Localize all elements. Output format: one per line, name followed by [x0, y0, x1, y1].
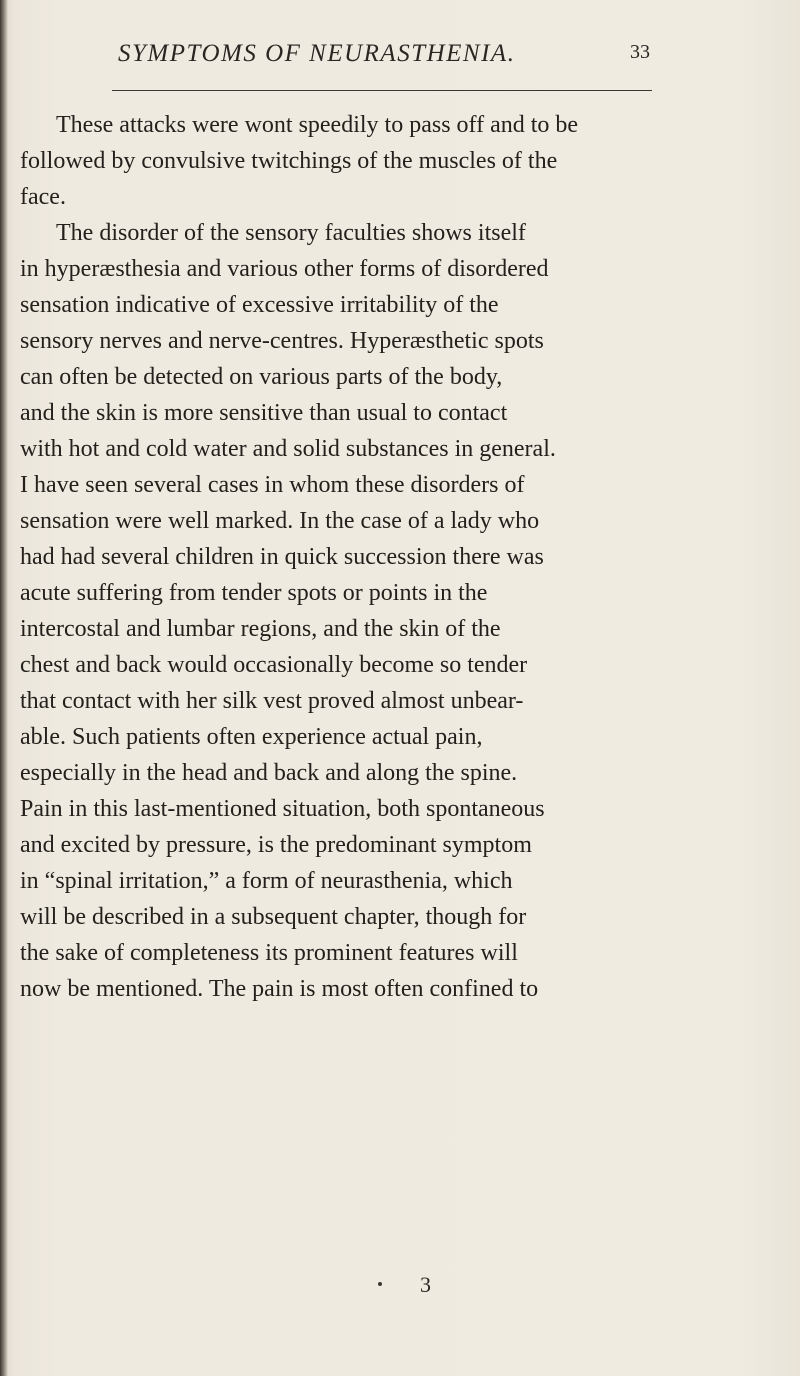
text-line: will be described in a subsequent chapter, though for: [20, 904, 527, 930]
text-line: acute suffering from tender spots or points in the: [20, 580, 488, 606]
text-line: sensation indicative of excessive irritability of the: [20, 292, 499, 318]
text-line: sensation were well marked. In the case of a lady who: [20, 508, 540, 534]
text-line: chest and back would occasionally become so tender: [20, 652, 528, 678]
text-line: sensory nerves and nerve-centres. Hyperæsthetic spots: [20, 328, 544, 354]
text-line: I have seen several cases in whom these disorders of: [20, 472, 525, 498]
text-line: with hot and cold water and solid substances in general.: [20, 436, 556, 462]
body-text: [20, 107, 680, 1007]
text-line: in “spinal irritation,” a form of neurasthenia, which: [20, 868, 513, 894]
binding-edge: [0, 0, 8, 1376]
signature-mark: 3: [420, 1272, 431, 1297]
text-line: and excited by pressure, is the predominant symptom: [20, 832, 532, 858]
text-line: now be mentioned. The pain is most often confined to: [20, 976, 539, 1002]
text-line: had had several children in quick succession there was: [20, 544, 544, 570]
text-line: and the skin is more sensitive than usual to contact: [20, 400, 508, 426]
text-line: especially in the head and back and along the spine.: [20, 760, 518, 786]
text-line: followed by convulsive twitchings of the muscles of the: [20, 148, 558, 174]
running-title: SYMPTOMS OF NEURASTHENIA.: [118, 40, 516, 67]
page-number: 33: [630, 41, 650, 63]
text-line: These attacks were wont speedily to pass off and to be: [56, 112, 579, 138]
text-line: the sake of completeness its prominent features will: [20, 940, 518, 966]
text-line: The disorder of the sensory faculties shows itself: [56, 220, 526, 246]
text-line: face.: [20, 184, 66, 210]
text-line: Pain in this last-mentioned situation, both spontaneous: [20, 796, 545, 822]
header-rule: [112, 90, 652, 91]
signature-dot: [378, 1282, 382, 1286]
text-line: intercostal and lumbar regions, and the skin of the: [20, 616, 501, 642]
text-line: can often be detected on various parts of the body,: [20, 364, 503, 390]
text-line: able. Such patients often experience actual pain,: [20, 724, 483, 750]
text-line: in hyperæsthesia and various other forms of disordered: [20, 256, 549, 282]
text-line: that contact with her silk vest proved almost unbear-: [20, 688, 524, 714]
